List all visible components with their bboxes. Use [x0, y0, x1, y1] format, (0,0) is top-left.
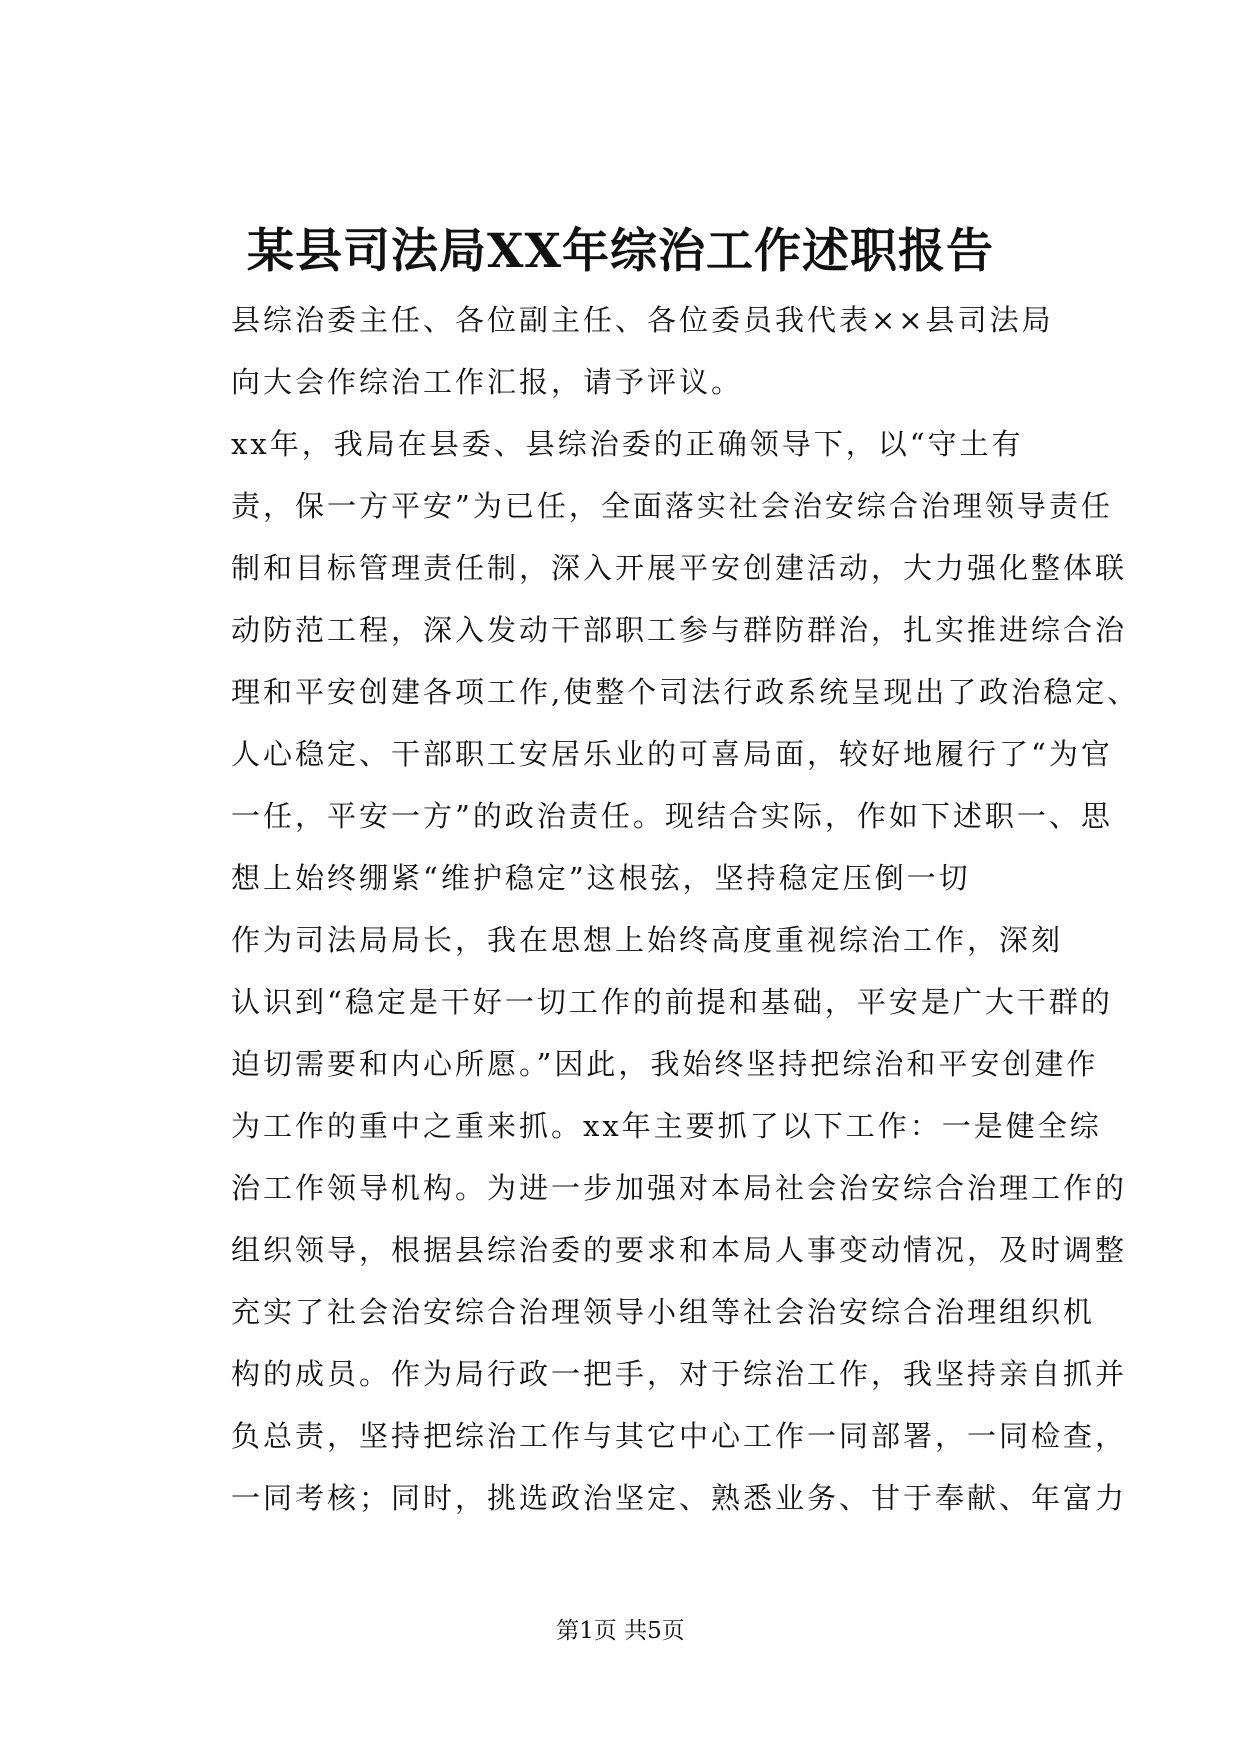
text-line: 认识到“稳定是干好一切工作的前提和基础，平安是广大干群的 [231, 985, 1113, 1019]
text-line: 治工作领导机构。为进一步加强对本局社会治安综合治理工作的 [231, 1171, 1128, 1205]
text-line: 充实了社会治安综合治理领导小组等社会治安综合治理组织机 [231, 1295, 1096, 1329]
document-body [165, 289, 1140, 1529]
document-title: 某县司法局XX年综治工作述职报告 [247, 224, 994, 279]
text-line: 制和目标管理责任制，深入开展平安创建活动，大力强化整体联 [231, 551, 1128, 585]
text-line: 为工作的重中之重来抓。xx年主要抓了以下工作：一是健全综 [231, 1109, 1102, 1143]
text-line: 构的成员。作为局行政一把手，对于综治工作，我坚持亲自抓并 [231, 1357, 1128, 1391]
text-line: 人心稳定、干部职工安居乐业的可喜局面，较好地履行了“为官 [231, 737, 1113, 771]
text-line: 县综治委主任、各位副主任、各位委员我代表××县司法局 [231, 303, 1054, 337]
text-line: 向大会作综治工作汇报，请予评议。 [231, 365, 744, 399]
text-line: 迫切需要和内心所愿。”因此，我始终坚持把综治和平安创建作 [231, 1047, 1099, 1081]
page-footer [0, 1616, 1241, 1646]
paragraph-work-details [165, 909, 1128, 1529]
text-line: 一任，平安一方”的政治责任。现结合实际，作如下述职一、思 [231, 799, 1113, 833]
text-line: 想上始终绷紧“维护稳定”这根弦，坚持稳定压倒一切 [231, 861, 971, 895]
page-number-label: 第1页 共5页 [556, 1618, 685, 1644]
text-line: 一同考核；同时，挑选政治坚定、熟悉业务、甘于奉献、年富力 [231, 1481, 1128, 1515]
text-line: 负总责，坚持把综治工作与其它中心工作一同部署，一同检查， [231, 1419, 1128, 1453]
paragraph-overview [165, 413, 1140, 909]
text-line: 作为司法局局长，我在思想上始终高度重视综治工作，深刻 [231, 923, 1064, 957]
text-line: xx年，我局在县委、县综治委的正确领导下，以“守土有 [231, 427, 1024, 461]
text-line: 责，保一方平安”为已任，全面落实社会治安综合治理领导责任 [231, 489, 1113, 523]
text-line: 组织领导，根据县综治委的要求和本局人事变动情况，及时调整 [231, 1233, 1128, 1267]
paragraph-greeting [165, 289, 1080, 413]
text-line: 动防范工程，深入发动干部职工参与群防群治，扎实推进综合治 [231, 613, 1128, 647]
text-line: 理和平安创建各项工作,使整个司法行政系统呈现出了政治稳定、 [231, 675, 1140, 709]
